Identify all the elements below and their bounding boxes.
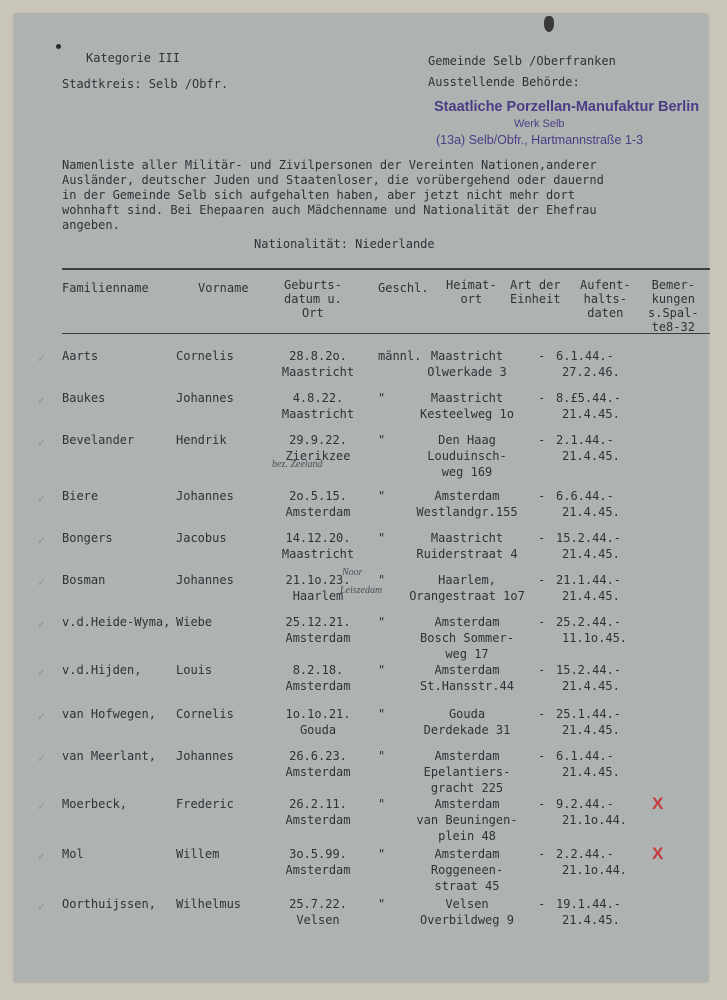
row-heimatort-strasse: Ruiderstraat 4 xyxy=(416,547,518,561)
row-vorname: Willem xyxy=(176,847,220,861)
row-check-mark: ✓ xyxy=(38,850,45,863)
row-aufenthalt-von: 19.1.44.- xyxy=(556,897,622,911)
row-aufenthalt-bis: 27.2.46. xyxy=(562,365,620,379)
row-heimatort: Maastricht xyxy=(430,349,504,363)
row-heimatort-strasse: Olwerkade 3 xyxy=(427,365,507,379)
row-aufenthalt-bis: 21.4.45. xyxy=(562,505,620,519)
row-heimatort: Den Haag xyxy=(438,433,496,447)
row-familienname: Biere xyxy=(62,489,99,503)
row-geburtsort: Amsterdam xyxy=(285,631,351,645)
row-aufenthalt-bis: 21.4.45. xyxy=(562,407,620,421)
row-geburtsdatum: 8.2.18. xyxy=(292,663,344,677)
row-geburtsort: Maastricht xyxy=(281,407,355,421)
row-geschlecht: " xyxy=(378,573,386,587)
row-check-mark: ✓ xyxy=(38,900,45,913)
row-heimatort-strasse: Westlandgr.155 xyxy=(416,505,518,519)
col-bemerkungen xyxy=(648,278,699,334)
row-check-mark: ✓ xyxy=(38,436,45,449)
row-check-mark: ✓ xyxy=(38,800,45,813)
row-geschlecht: " xyxy=(378,847,386,861)
row-geschlecht: " xyxy=(378,615,386,629)
row-aufenthalt-dash: - xyxy=(538,615,546,629)
row-familienname: Mol xyxy=(62,847,84,861)
row-vorname: Wiebe xyxy=(176,615,213,629)
row-heimatort: Amsterdam xyxy=(434,847,500,861)
row-heimatort: Amsterdam xyxy=(434,615,500,629)
col-aufenthalt-line: Aufent- xyxy=(580,278,631,292)
intro-line: Ausländer, deutscher Juden und Staatenloser, die vorübergehend oder dauernd xyxy=(62,173,604,187)
row-geburtsdatum: 25.12.21. xyxy=(285,615,351,629)
row-heimatort-strasse-2: weg 169 xyxy=(441,465,493,479)
col-einheit xyxy=(510,278,561,306)
row-geburtsort: Velsen xyxy=(296,913,340,927)
row-vorname: Hendrik xyxy=(176,433,227,447)
row-aufenthalt-von: 6.6.44.- xyxy=(556,489,614,503)
gemeinde-label: Gemeinde Selb /Oberfranken xyxy=(428,54,616,68)
row-aufenthalt-bis: 21.4.45. xyxy=(562,449,620,463)
row-geburtsdatum: 28.8.2o. xyxy=(289,349,347,363)
col-familienname: Familienname xyxy=(62,281,149,295)
col-heimatort xyxy=(446,278,497,306)
row-aufenthalt-bis: 11.1o.45. xyxy=(562,631,628,645)
stamp-line-2: Werk Selb xyxy=(514,118,565,130)
intro-line: angeben. xyxy=(62,218,120,232)
row-familienname: Bevelander xyxy=(62,433,135,447)
col-geburt xyxy=(284,278,342,320)
row-heimatort: Amsterdam xyxy=(434,489,500,503)
col-aufenthalt-line: halts- xyxy=(583,292,627,306)
row-remark-x: X xyxy=(652,794,664,813)
row-geburtsort: Amsterdam xyxy=(285,863,351,877)
row-geburtsdatum: 21.1o.23. xyxy=(285,573,351,587)
row-aufenthalt-dash: - xyxy=(538,433,546,447)
nationality-label: Nationalität: Niederlande xyxy=(254,237,435,251)
row-aufenthalt-dash: - xyxy=(538,897,546,911)
row-heimatort-strasse: St.Hansstr.44 xyxy=(420,679,514,693)
row-heimatort-strasse-2: straat 45 xyxy=(434,879,500,893)
row-heimatort-strasse: Derdekade 31 xyxy=(423,723,511,737)
row-geschlecht: " xyxy=(378,897,386,911)
row-vorname: Cornelis xyxy=(176,707,234,721)
row-check-mark: ✓ xyxy=(38,534,45,547)
row-aufenthalt-von: 21.1.44.- xyxy=(556,573,622,587)
row-vorname: Johannes xyxy=(176,489,234,503)
row-aufenthalt-bis: 21.4.45. xyxy=(562,589,620,603)
row-familienname: Moerbeck, xyxy=(62,797,128,811)
col-geburt-line: Geburts- xyxy=(284,278,342,292)
row-geburtsort: Zierikzee xyxy=(285,449,351,463)
row-check-mark: ✓ xyxy=(38,618,45,631)
row-aufenthalt-von: 6.1.44.- xyxy=(556,349,614,363)
row-geschlecht: " xyxy=(378,489,386,503)
row-aufenthalt-bis: 21.4.45. xyxy=(562,547,620,561)
row-aufenthalt-bis: 21.4.45. xyxy=(562,913,620,927)
row-familienname: van Hofwegen, xyxy=(62,707,156,721)
row-check-mark: ✓ xyxy=(38,666,45,679)
row-familienname: Oorthuijssen, xyxy=(62,897,156,911)
row-heimatort: Haarlem, xyxy=(438,573,496,587)
row-geburtsort: Amsterdam xyxy=(285,679,351,693)
row-vorname: Johannes xyxy=(176,749,234,763)
col-geburt-line: Ort xyxy=(302,306,324,320)
row-geschlecht: " xyxy=(378,663,386,677)
row-aufenthalt-dash: - xyxy=(538,707,546,721)
row-heimatort: Amsterdam xyxy=(434,663,500,677)
row-geschlecht: " xyxy=(378,749,386,763)
row-familienname: v.d.Heide-Wyma, xyxy=(62,615,171,629)
col-geschlecht: Geschl. xyxy=(378,281,429,295)
row-aufenthalt-von: 2.1.44.- xyxy=(556,433,614,447)
row-familienname: Bosman xyxy=(62,573,106,587)
row-geburtsort: Amsterdam xyxy=(285,765,351,779)
handwritten-note-bosman-1: Noor xyxy=(342,567,363,578)
row-heimatort: Velsen xyxy=(445,897,489,911)
row-check-mark: ✓ xyxy=(38,352,45,365)
row-geburtsdatum: 25.7.22. xyxy=(289,897,347,911)
row-vorname: Wilhelmus xyxy=(176,897,242,911)
stadtkreis-label: Stadtkreis: Selb /Obfr. xyxy=(62,77,229,91)
row-geburtsort: Maastricht xyxy=(281,547,355,561)
kategorie-label: Kategorie III xyxy=(86,51,180,65)
handwritten-note-bosman-2: Leiszedam xyxy=(340,585,383,596)
row-aufenthalt-dash: - xyxy=(538,349,546,363)
punch-mark xyxy=(56,44,61,49)
row-geburtsdatum: 14.12.20. xyxy=(285,531,351,545)
row-geschlecht: " xyxy=(378,433,386,447)
row-aufenthalt-dash: - xyxy=(538,847,546,861)
row-familienname: van Meerlant, xyxy=(62,749,156,763)
row-heimatort: Maastricht xyxy=(430,531,504,545)
row-geburtsort: Amsterdam xyxy=(285,813,351,827)
row-aufenthalt-dash: - xyxy=(538,573,546,587)
row-geschlecht: " xyxy=(378,391,386,405)
row-check-mark: ✓ xyxy=(38,394,45,407)
row-aufenthalt-dash: - xyxy=(538,797,546,811)
col-heimatort-line: Heimat- xyxy=(446,278,497,292)
row-heimatort-strasse: Epelantiers- xyxy=(423,765,511,779)
col-bemerkungen-line: kungen xyxy=(651,292,695,306)
row-heimatort-strasse: Orangestraat 1o7 xyxy=(409,589,525,603)
row-vorname: Johannes xyxy=(176,391,234,405)
stamp-line-1: Staatliche Porzellan-Manufaktur Berlin xyxy=(434,99,700,115)
row-geburtsdatum: 3o.5.99. xyxy=(289,847,347,861)
row-vorname: Johannes xyxy=(176,573,234,587)
handwritten-note-bevelander: bez. Zeeland xyxy=(272,459,323,470)
row-remark-x: X xyxy=(652,844,664,863)
row-familienname: Bongers xyxy=(62,531,113,545)
row-aufenthalt-dash: - xyxy=(538,531,546,545)
row-aufenthalt-von: 25.2.44.- xyxy=(556,615,622,629)
row-aufenthalt-von: 15.2.44.- xyxy=(556,531,622,545)
stamp-line-3: (13a) Selb/Obfr., Hartmannstraße 1-3 xyxy=(436,133,644,147)
row-aufenthalt-dash: - xyxy=(538,489,546,503)
row-aufenthalt-von: 2.2.44.- xyxy=(556,847,614,861)
col-bemerkungen-line: te8-32 xyxy=(651,320,695,334)
row-familienname: Aarts xyxy=(62,349,99,363)
row-vorname: Jacobus xyxy=(176,531,227,545)
row-heimatort-strasse-2: plein 48 xyxy=(438,829,496,843)
row-vorname: Frederic xyxy=(176,797,234,811)
header-rule-top xyxy=(62,268,710,270)
row-geburtsdatum: 4.8.22. xyxy=(292,391,344,405)
row-heimatort-strasse: Roggeneen- xyxy=(430,863,504,877)
behoerde-label: Ausstellende Behörde: xyxy=(428,75,580,89)
row-geschlecht: " xyxy=(378,707,386,721)
row-aufenthalt-von: 8.£5.44.- xyxy=(556,391,622,405)
row-aufenthalt-bis: 21.4.45. xyxy=(562,765,620,779)
row-aufenthalt-dash: - xyxy=(538,663,546,677)
col-aufenthalt-line: daten xyxy=(587,306,624,320)
col-aufenthalt xyxy=(580,278,631,320)
row-heimatort: Maastricht xyxy=(430,391,504,405)
row-heimatort: Amsterdam xyxy=(434,749,500,763)
row-heimatort-strasse: Overbildweg 9 xyxy=(420,913,514,927)
row-geschlecht: " xyxy=(378,797,386,811)
col-heimatort-line: ort xyxy=(460,292,483,306)
col-vorname: Vorname xyxy=(198,281,249,295)
punch-mark xyxy=(544,16,554,32)
col-geburt-line: datum u. xyxy=(284,292,342,306)
row-check-mark: ✓ xyxy=(38,576,45,589)
row-heimatort-strasse: Bosch Sommer- xyxy=(420,631,514,645)
row-aufenthalt-dash: - xyxy=(538,749,546,763)
row-heimatort-strasse: Kesteelweg 1o xyxy=(420,407,514,421)
intro-line: in der Gemeinde Selb sich aufgehalten haben, aber jetzt nicht mehr dort xyxy=(62,188,575,202)
row-aufenthalt-bis: 21.4.45. xyxy=(562,723,620,737)
row-familienname: v.d.Hijden, xyxy=(62,663,142,677)
row-check-mark: ✓ xyxy=(38,492,45,505)
row-aufenthalt-bis: 21.1o.44. xyxy=(562,813,628,827)
row-check-mark: ✓ xyxy=(38,752,45,765)
row-geburtsort: Haarlem xyxy=(292,589,344,603)
row-heimatort-strasse: Louduinsch- xyxy=(427,449,507,463)
header-rule-bottom xyxy=(62,333,710,334)
row-vorname: Louis xyxy=(176,663,213,677)
row-heimatort: Amsterdam xyxy=(434,797,500,811)
col-einheit-line: Einheit xyxy=(510,292,561,306)
row-aufenthalt-dash: - xyxy=(538,391,546,405)
row-check-mark: ✓ xyxy=(38,710,45,723)
row-geburtsdatum: 2o.5.15. xyxy=(289,489,347,503)
row-aufenthalt-bis: 21.1o.44. xyxy=(562,863,628,877)
row-aufenthalt-von: 6.1.44.- xyxy=(556,749,614,763)
intro-line: Namenliste aller Militär- und Zivilpersonen der Vereinten Nationen,anderer xyxy=(62,158,597,172)
row-geburtsort: Maastricht xyxy=(281,365,355,379)
row-geburtsdatum: 29.9.22. xyxy=(289,433,347,447)
row-geschlecht: " xyxy=(378,531,386,545)
row-aufenthalt-von: 15.2.44.- xyxy=(556,663,622,677)
row-geburtsdatum: 1o.1o.21. xyxy=(285,707,351,721)
row-geschlecht: männl. xyxy=(378,349,422,363)
col-bemerkungen-line: s.Spal- xyxy=(648,306,699,320)
row-aufenthalt-von: 9.2.44.- xyxy=(556,797,614,811)
row-heimatort-strasse-2: gracht 225 xyxy=(430,781,504,795)
col-einheit-line: Art der xyxy=(510,278,561,292)
col-bemerkungen-line: Bemer- xyxy=(651,278,695,292)
row-geburtsdatum: 26.2.11. xyxy=(289,797,347,811)
row-aufenthalt-von: 25.1.44.- xyxy=(556,707,622,721)
intro-line: wohnhaft sind. Bei Ehepaaren auch Mädchenname und Nationalität der Ehefrau xyxy=(62,203,597,217)
row-familienname: Baukes xyxy=(62,391,106,405)
row-geburtsdatum: 26.6.23. xyxy=(289,749,347,763)
row-heimatort: Gouda xyxy=(448,707,486,721)
row-geburtsort: Amsterdam xyxy=(285,505,351,519)
row-geburtsort: Gouda xyxy=(299,723,337,737)
row-vorname: Cornelis xyxy=(176,349,234,363)
row-heimatort-strasse: van Beuningen- xyxy=(416,813,518,827)
intro-paragraph xyxy=(62,158,604,233)
row-aufenthalt-bis: 21.4.45. xyxy=(562,679,620,693)
row-heimatort-strasse-2: weg 17 xyxy=(445,647,489,661)
